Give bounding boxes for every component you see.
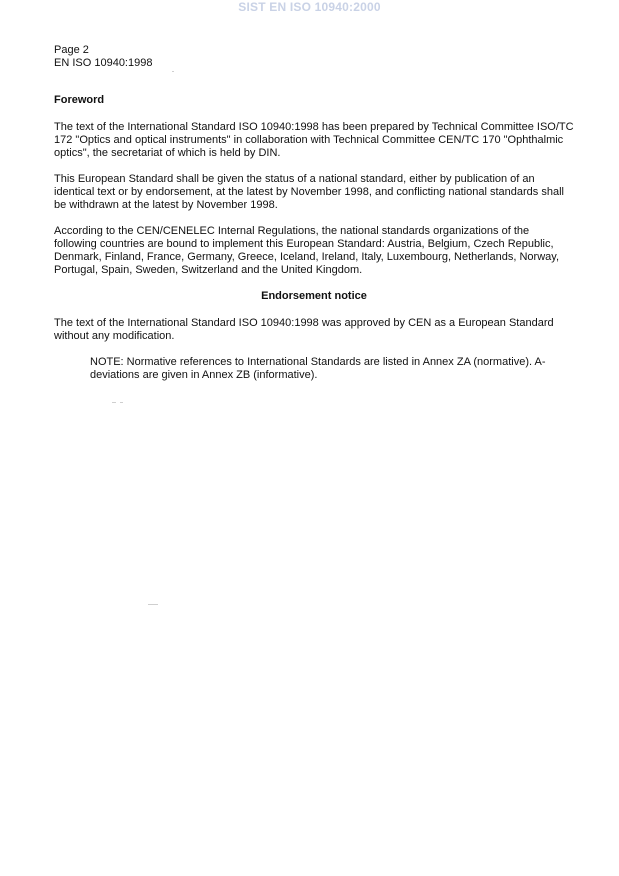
endorsement-paragraph: The text of the International Standard ISO 10940:1998 was approved by CEN as a European Standard without any modification. [54,317,554,342]
page-header [54,44,152,70]
endorsement-note: NOTE: Normative references to International Standards are listed in Annex ZA (normative). A-deviations are given in Annex ZB (informative). [90,356,546,381]
document-id: EN ISO 10940:1998 [54,57,153,69]
watermark: SIST EN ISO 10940:2000 [238,0,381,14]
scan-speck [112,402,116,403]
foreword-paragraph-1: The text of the International Standard ISO 10940:1998 has been prepared by Technical Committee ISO/TC 172 "Optics and optical instruments" in collaboration with Technical Committee CEN/TC 170 "Ophthalmic optics", the secretariat of which is held by DIN. [54,121,574,159]
foreword-heading: Foreword [54,94,105,106]
endorsement-heading: Endorsement notice [261,290,367,302]
page-number: Page 2 [54,44,89,56]
scan-speck [120,402,123,403]
foreword-paragraph-3: According to the CEN/CENELEC Internal Regulations, the national standards organizations of the following countries are bound to implement this European Standard: Austria, Belgium, Czech Republic, Denmark, Finland, France, Germany, Greece, Iceland, Ireland, Italy, Luxembourg, Netherlands, Norway, Portugal, Spain, Sweden, Switzerland and the United Kingdom. [54,225,560,276]
foreword-paragraph-2: This European Standard shall be given the status of a national standard, either by publication of an identical text or by endorsement, at the latest by November 1998, and conflicting national standards shall be withdrawn at the latest by November 1998. [54,173,564,211]
scan-speck [172,71,174,72]
scan-speck [148,604,158,605]
document-body [54,94,574,395]
